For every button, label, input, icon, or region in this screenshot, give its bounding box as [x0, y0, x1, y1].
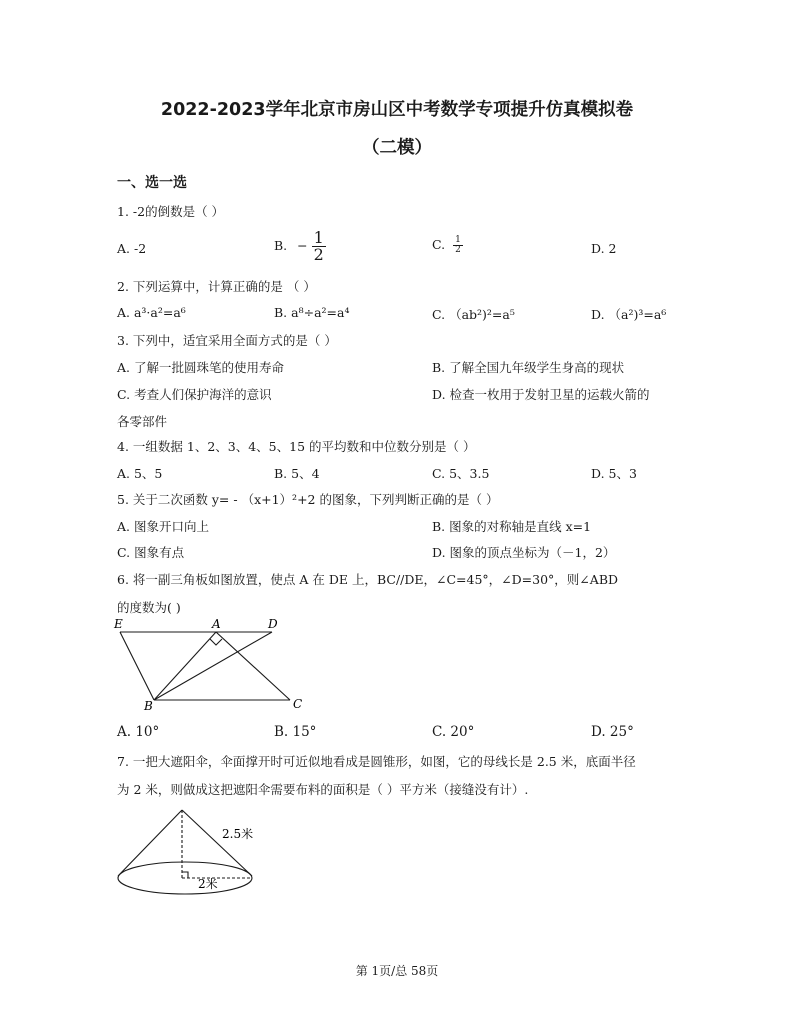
question-1-option-c: [432, 236, 463, 255]
fraction-denominator: 2: [455, 245, 461, 255]
triangle-figure: [110, 616, 310, 712]
question-4-option-a: A. 5、5: [117, 466, 163, 481]
question-6-stem-continued: 的度数为( ): [117, 600, 181, 615]
question-5-stem: 5. 关于二次函数 y= - （x+1）²+2 的图象，下列判断正确的是（ ）: [117, 492, 499, 507]
question-7-stem-continued: 为 2 米，则做成这把遮阳伞需要布料的面积是（ ）平方米（接缝没有计）.: [117, 782, 529, 797]
question-6-option-b: B. 15°: [274, 724, 317, 740]
question-2-option-d: D. （a²)³=a⁶: [591, 307, 667, 322]
question-2-option-a: A. a³·a²=a⁶: [117, 305, 186, 320]
question-5-option-b: B. 图象的对称轴是直线 x=1: [432, 519, 592, 534]
question-2-stem: 2. 下列运算中，计算正确的是 （ ）: [117, 279, 316, 294]
right-angle-mark: [182, 872, 188, 878]
fraction: [312, 230, 326, 263]
question-3-option-a: A. 了解一批圆珠笔的使用寿命: [117, 360, 284, 375]
question-3-option-d: D. 检查一枚用于发射卫星的运载火箭的: [432, 387, 650, 402]
question-2-option-c: C. （ab²)²=a⁵: [432, 307, 515, 322]
minus-sign: −: [297, 238, 308, 253]
cone-figure: [112, 804, 272, 900]
slant-length-label: 2.5米: [222, 827, 254, 841]
label-c: C: [293, 697, 303, 711]
question-4-option-d: D. 5、3: [591, 466, 637, 481]
question-1-option-a: A. -2: [117, 241, 147, 256]
question-5-option-c: C. 图象有点: [117, 545, 185, 560]
fraction-numerator: 1: [313, 228, 324, 247]
question-1-option-b: [274, 230, 326, 263]
question-5-option-d: D. 图象的顶点坐标为（－1，2）: [432, 545, 616, 560]
question-1-stem: 1. -2的倒数是（ ）: [117, 204, 225, 219]
question-3-option-b: B. 了解全国九年级学生身高的现状: [432, 360, 625, 375]
cone-slant-left: [118, 810, 182, 876]
question-3-option-c: C. 考查人们保护海洋的意识: [117, 387, 272, 402]
fraction-denominator: 2: [313, 245, 324, 264]
radius-label: 2米: [198, 877, 218, 891]
option-label: C.: [432, 237, 446, 252]
line-ba: [154, 632, 216, 700]
page-footer: 第 1页/总 58页: [355, 964, 439, 978]
question-6-option-a: A. 10°: [117, 724, 160, 740]
question-3-stem: 3. 下列中，适宜采用全面方式的是（ ）: [117, 333, 337, 348]
question-4-option-c: C. 5、3.5: [432, 466, 490, 481]
question-5-option-a: A. 图象开口向上: [117, 519, 209, 534]
question-4-stem: 4. 一组数据 1、2、3、4、5、15 的平均数和中位数分别是（ ）: [117, 439, 476, 454]
label-b: B: [144, 699, 153, 712]
cone-slant-right: [182, 810, 252, 876]
label-e: E: [114, 617, 123, 631]
question-2-option-b: B. a⁸÷a²=a⁴: [274, 305, 350, 320]
question-6-stem: 6. 将一副三角板如图放置，使点 A 在 DE 上，BC//DE，∠C=45°，∠D=30°，则∠ABD: [117, 572, 619, 587]
question-6-option-c: C. 20°: [432, 724, 475, 740]
section-heading: 一、选一选: [117, 175, 187, 191]
question-4-option-b: B. 5、4: [274, 466, 320, 481]
fraction: [453, 236, 463, 255]
line-ac: [216, 632, 290, 700]
page-title-line1: 2022-2023学年北京市房山区中考数学专项提升仿真模拟卷: [160, 100, 634, 120]
right-angle-mark: [210, 639, 222, 645]
label-a: A: [212, 617, 221, 631]
question-6-option-d: D. 25°: [591, 724, 634, 740]
question-3-option-d-continued: 各零部件: [117, 414, 168, 429]
page-title-line2: （二模）: [362, 138, 432, 158]
question-1-option-d: D. 2: [591, 241, 617, 256]
label-d: D: [268, 617, 278, 631]
line-eb: [120, 632, 154, 700]
option-label: B.: [274, 238, 288, 253]
fraction-numerator: 1: [455, 235, 461, 245]
question-7-stem: 7. 一把大遮阳伞，伞面撑开时可近似地看成是圆锥形，如图，它的母线长是 2.5 米，底面半径: [117, 754, 636, 769]
